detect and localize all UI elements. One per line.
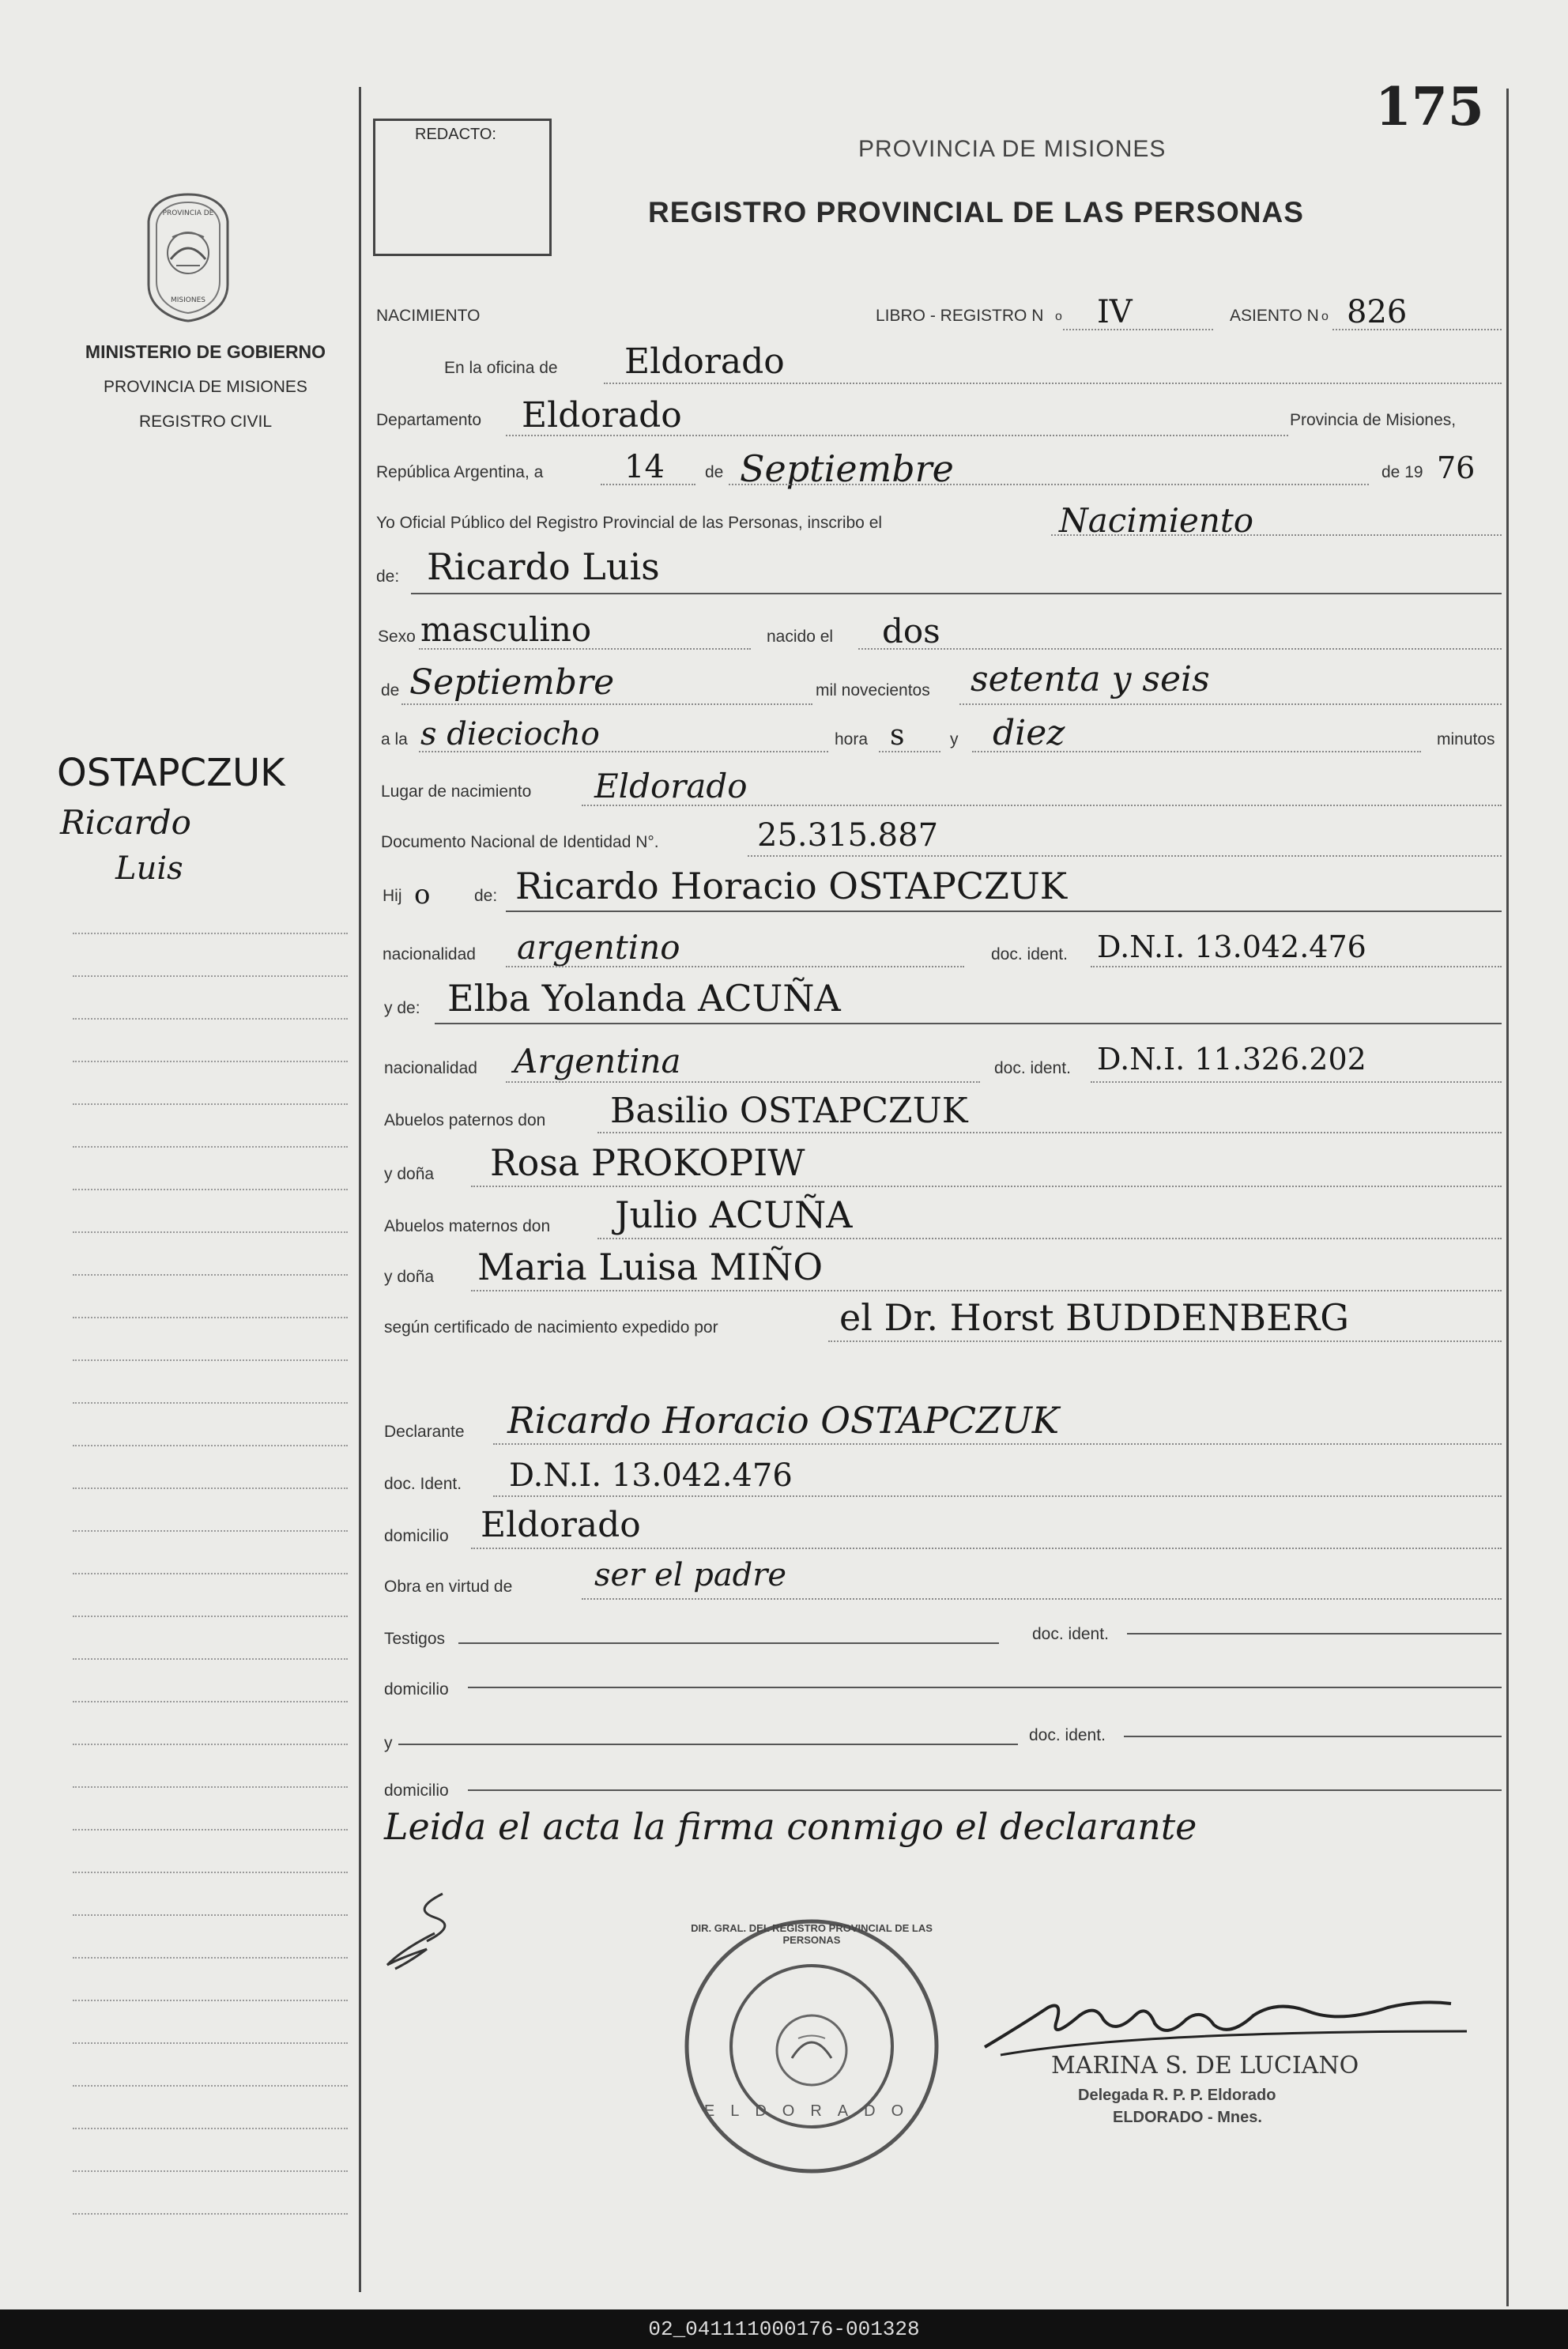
initials-scribble-icon (379, 1886, 490, 1973)
ruled-line (73, 933, 348, 934)
abuelos-pat-label: Abuelos paternos don (384, 1111, 546, 1129)
oficina-value: Eldorado (624, 341, 785, 382)
obra-value: ser el padre (594, 1557, 787, 1593)
dni-label: Documento Nacional de Identidad N°. (381, 833, 659, 851)
padre-value: Ricardo Horacio OSTAPCZUK (515, 865, 1068, 907)
ruled-line (73, 1103, 348, 1105)
ydona2-label: y doña (384, 1268, 435, 1286)
dotted-line (1051, 534, 1502, 536)
ruled-line (73, 975, 348, 977)
dotted-line (748, 855, 1502, 857)
mes-value: Septiembre (740, 447, 954, 490)
ruled-line (73, 1445, 348, 1446)
dotted-line (1332, 329, 1502, 330)
y2-label: y (384, 1734, 393, 1752)
solid-line (468, 1789, 1502, 1791)
anio-label: de 19 (1381, 463, 1423, 481)
solid-line (506, 911, 1502, 912)
libro-value: IV (1097, 294, 1133, 330)
ruled-line (73, 1359, 348, 1361)
ruled-line (73, 1872, 348, 1873)
oficial-value: Nacimiento (1059, 501, 1254, 540)
de-label: de (705, 463, 724, 481)
hijo-label: Hij (383, 887, 402, 905)
nacido-value: dos (882, 612, 940, 650)
ruled-line (73, 1487, 348, 1489)
mil-value: setenta y seis (971, 659, 1210, 699)
dotted-line (597, 1238, 1502, 1239)
nac-padre-value: argentino (517, 928, 680, 967)
left-column (0, 0, 357, 2309)
ruled-line (73, 1317, 348, 1318)
doc-madre-value: D.N.I. 11.326.202 (1097, 1042, 1366, 1076)
departamento-value: Eldorado (522, 395, 682, 435)
provincia-label: Provincia de Misiones, (1290, 411, 1457, 429)
docident-label: doc. ident. (991, 945, 1068, 963)
ruled-line (73, 1231, 348, 1233)
svg-text:PROVINCIA DE: PROVINCIA DE (162, 209, 214, 217)
province-emblem-icon (141, 190, 236, 324)
republica-label: República Argentina, a (376, 463, 544, 481)
ruled-line (73, 2042, 348, 2044)
minutos-label: minutos (1437, 730, 1495, 748)
ruled-line (73, 2000, 348, 2001)
ruled-line (73, 1061, 348, 1062)
domicilio-value: Eldorado (481, 1505, 641, 1545)
ruled-line (73, 2085, 348, 2087)
madre-value: Elba Yolanda ACUÑA (447, 977, 841, 1020)
dotted-line (1091, 966, 1502, 967)
ruled-line (73, 1573, 348, 1574)
alas-label: a la (381, 730, 408, 748)
dni-value: 25.315.887 (757, 817, 939, 854)
libro-degree: o (1055, 310, 1062, 323)
ministry-title: MINISTERIO DE GOBIERNO (85, 341, 326, 362)
header-province: PROVINCIA DE MISIONES (858, 136, 1167, 162)
dotted-line (604, 383, 1502, 384)
dotted-line (858, 648, 1502, 650)
yde-label: y de: (384, 999, 420, 1017)
redacto-label: REDACTO: (415, 126, 496, 143)
signature-icon (977, 1976, 1483, 2063)
oficial-label: Yo Oficial Público del Registro Provincial de las Personas, inscribo el (376, 514, 883, 532)
ruled-line (73, 1914, 348, 1916)
dotted-line (959, 703, 1502, 705)
dotted-line (601, 484, 695, 485)
sexo-label: Sexo (378, 628, 416, 646)
ruled-line (73, 1744, 348, 1745)
docident4-label: doc. ident. (1029, 1726, 1106, 1744)
ruled-line (73, 1402, 348, 1404)
declarante-label: Declarante (384, 1423, 465, 1441)
signatory-title: Delegada R. P. P. Eldorado (1078, 2087, 1276, 2104)
abuelo-mat-value: Julio ACUÑA (615, 1193, 853, 1236)
ruled-line (73, 1274, 348, 1276)
dotted-line (493, 1495, 1502, 1497)
domicilio-label: domicilio (384, 1527, 449, 1545)
dotted-line (582, 805, 1502, 806)
ministry-province: PROVINCIA DE MISIONES (104, 378, 307, 396)
libro-label: LIBRO - REGISTRO N (876, 307, 1044, 325)
signatory-name: MARINA S. DE LUCIANO (1051, 2052, 1359, 2079)
docident3-label: doc. ident. (1032, 1625, 1109, 1643)
ruled-line (73, 1786, 348, 1788)
dotted-line (506, 435, 1288, 436)
docident2-label: doc. Ident. (384, 1475, 462, 1493)
solid-line (398, 1744, 1018, 1745)
ruled-line (73, 1701, 348, 1702)
hora-label: hora (835, 730, 869, 748)
hijo-suffix: o (414, 879, 431, 911)
dotted-line (419, 751, 828, 752)
dotted-line (828, 1340, 1502, 1342)
signatory-place: ELDORADO - Mnes. (1113, 2109, 1262, 2126)
abuelo-pat-value: Basilio OSTAPCZUK (610, 1091, 968, 1131)
asiento-value: 826 (1347, 294, 1408, 330)
y-label: y (950, 730, 959, 748)
ruled-line (73, 1146, 348, 1148)
ruled-line (73, 1018, 348, 1020)
dotted-line (1091, 1081, 1502, 1083)
nac-label: nacionalidad (383, 945, 476, 963)
dotted-line (506, 966, 964, 967)
nac-madre-value: Argentina (514, 1042, 681, 1080)
dia-value: 14 (624, 449, 665, 485)
abuelos-mat-label: Abuelos maternos don (384, 1217, 551, 1235)
dotted-line (729, 484, 1369, 485)
margin-surname: OSTAPCZUK (57, 751, 285, 795)
asiento-degree: o (1321, 310, 1329, 323)
dotted-line (401, 703, 812, 705)
redacto-box (373, 119, 552, 256)
dotted-line (506, 1081, 980, 1083)
dotted-line (471, 1186, 1502, 1187)
seal-ring-text: DIR. GRAL. DEL REGISTRO PROVINCIAL DE LAS PERSONAS (691, 1922, 933, 1946)
alas-value: s dieciocho (420, 716, 600, 752)
ministry-registro: REGISTRO CIVIL (138, 413, 273, 431)
anio-value: 76 (1437, 451, 1476, 485)
ruled-line (73, 1957, 348, 1959)
left-margin-rule (359, 87, 361, 2292)
de2-label: de (381, 681, 400, 699)
asiento-label: ASIENTO N (1230, 307, 1319, 325)
header-registry: REGISTRO PROVINCIAL DE LAS PERSONAS (648, 196, 1304, 228)
oficina-label: En la oficina de (444, 359, 558, 377)
ydona-label: y doña (384, 1165, 435, 1183)
nacimiento-label: NACIMIENTO (376, 307, 481, 325)
abuela-mat-value: Maria Luisa MIÑO (477, 1246, 824, 1288)
solid-line (411, 593, 1502, 594)
solid-line (1124, 1736, 1502, 1737)
ruled-line (73, 1189, 348, 1190)
domicilio3-label: domicilio (384, 1782, 449, 1800)
official-seal (681, 1916, 942, 2177)
abuela-pat-value: Rosa PROKOPIW (490, 1141, 805, 1184)
ruled-line (73, 1616, 348, 1617)
solid-line (435, 1023, 1502, 1024)
testigos-label: Testigos (384, 1630, 446, 1648)
de-nombre-label: de: (376, 567, 400, 586)
doc-padre-value: D.N.I. 13.042.476 (1097, 929, 1366, 964)
certificado-label: según certificado de nacimiento expedido por (384, 1318, 718, 1337)
ruled-line (73, 1658, 348, 1660)
domicilio2-label: domicilio (384, 1680, 449, 1699)
seal-inner-text: ELDORADO (703, 2102, 920, 2120)
ruled-line (73, 2128, 348, 2129)
certificado-value: el Dr. Horst BUDDENBERG (839, 1296, 1350, 1339)
docident-madre-label: doc. ident. (994, 1059, 1071, 1077)
closing-statement: Leida el acta la firma conmigo el declarante (384, 1805, 1197, 1848)
page-number: 175 (1375, 76, 1484, 138)
ruled-line (73, 2170, 348, 2172)
min-value: diez (993, 713, 1065, 753)
hora-value: s (890, 719, 905, 752)
lugar-value: Eldorado (594, 767, 748, 805)
ruled-line (73, 1829, 348, 1831)
margin-name-1: Ricardo (60, 803, 191, 842)
solid-line (468, 1687, 1502, 1688)
margin-name-2: Luis (115, 850, 183, 887)
dotted-line (493, 1443, 1502, 1445)
doc-decl-value: D.N.I. 13.042.476 (509, 1457, 793, 1494)
nombre-value: Ricardo Luis (427, 545, 660, 588)
lugar-label: Lugar de nacimiento (381, 782, 532, 801)
svg-text:MISIONES: MISIONES (170, 296, 206, 304)
nac2-label: nacionalidad (384, 1059, 477, 1077)
dotted-line (597, 1132, 1502, 1133)
dotted-line (419, 648, 751, 650)
departamento-label: Departamento (376, 411, 482, 429)
right-margin-rule (1506, 89, 1509, 2292)
dotted-line (471, 1548, 1502, 1549)
dotted-line (471, 1290, 1502, 1291)
solid-line (458, 1642, 999, 1644)
solid-line (1127, 1633, 1502, 1634)
declarante-value: Ricardo Horacio OSTAPCZUK (507, 1399, 1060, 1442)
sexo-value: masculino (420, 610, 592, 649)
ruled-line (73, 1530, 348, 1532)
nacido-label: nacido el (767, 628, 834, 646)
dotted-line (582, 1598, 1502, 1600)
right-rule-tail (1506, 2291, 1509, 2306)
seal-ring-icon (681, 1916, 942, 2177)
obra-label: Obra en virtud de (384, 1578, 513, 1596)
dotted-line (972, 751, 1421, 752)
dotted-line (1063, 329, 1213, 330)
mil-label: mil novecientos (816, 681, 930, 699)
footer-code: 02_041111000176-001328 (0, 2309, 1568, 2349)
ruled-line (73, 2213, 348, 2215)
mes2-value: Septiembre (409, 662, 615, 703)
de3-label: de: (474, 887, 498, 905)
dotted-line (879, 751, 940, 752)
